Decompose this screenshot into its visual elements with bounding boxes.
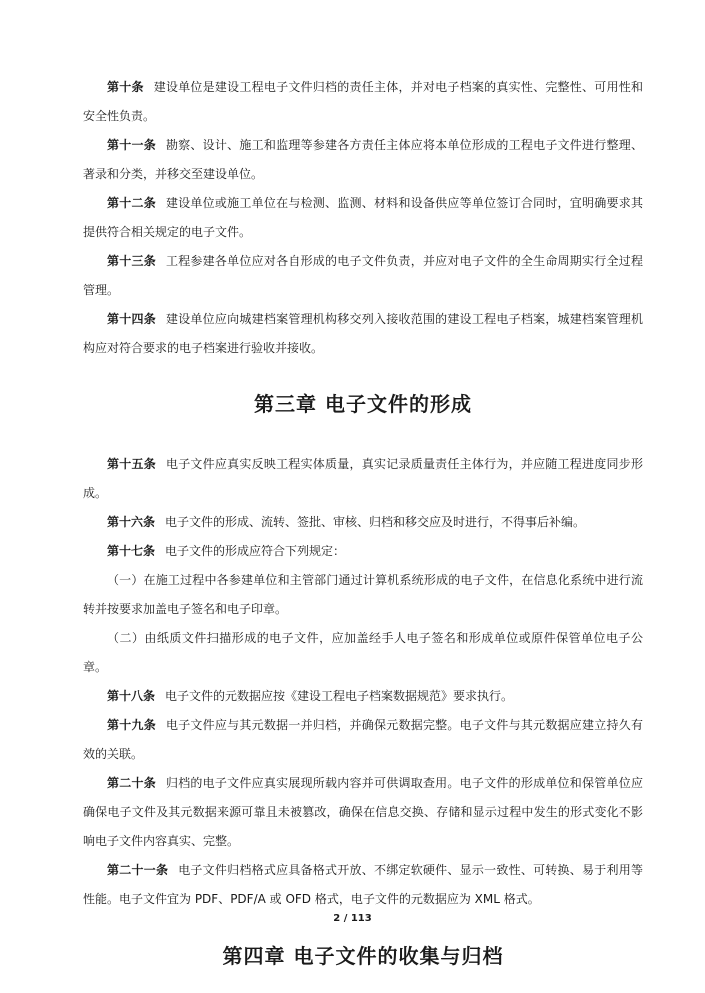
page-number: 2 / 113 [333,913,372,924]
article-group-formation [83,450,643,914]
article-text: 电子文件归档格式应具备格式开放、不绑定软硬件、显示一致性、可转换、易于利用等性能。电子文件宜为 PDF、PDF/A 或 OFD 格式，电子文件的元数据应为 XML 格式。 [83,863,643,906]
article-paragraph [83,508,643,537]
article-label: 第十六条 [107,515,156,529]
article-label: 第十一条 [107,138,156,152]
article-text: 勘察、设计、施工和监理等参建各方责任主体应将本单位形成的工程电子文件进行整理、著录和分类，并移交至建设单位。 [83,138,643,181]
article-text: 工程参建各单位应对各自形成的电子文件负责，并应对电子文件的全生命周期实行全过程管理。 [83,254,643,297]
chapter-4-title: 第四章 电子文件的收集与归档 [222,944,504,968]
article-label: 第十八条 [107,689,156,703]
article-label: 第十五条 [107,457,156,471]
article-paragraph [83,682,643,711]
article-text: 归档的电子文件应真实展现所载内容并可供调取查用。电子文件的形成单位和保管单位应确保电子文件及其元数据来源可靠且未被篡改，确保在信息交换、存储和显示过程中发生的形式变化不影响电子文件内容真实、完整。 [83,776,643,848]
article-text: 建设单位或施工单位在与检测、监测、材料和设备供应等单位签订合同时，宜明确要求其提供符合相关规定的电子文件。 [83,196,643,239]
article-text: 电子文件应与其元数据一并归档，并确保元数据完整。电子文件与其元数据应建立持久有效的关联。 [83,718,643,761]
article-paragraph [83,450,643,508]
page-content [83,73,643,976]
article-paragraph [83,769,643,856]
article-label: 第十二条 [107,196,156,210]
article-text: 电子文件的形成应符合下列规定： [165,544,346,558]
article-text: （二）由纸质文件扫描形成的电子文件，应加盖经手人电子签名和形成单位或原件保管单位电子公章。 [83,631,643,674]
article-paragraph [83,131,643,189]
chapter-3-title: 第三章 电子文件的形成 [254,392,472,416]
article-label: 第十三条 [107,254,156,268]
article-label: 第二十条 [107,776,156,790]
article-text: 电子文件的形成、流转、签批、审核、归档和移交应及时进行，不得事后补编。 [165,515,586,529]
article-text: （一）在施工过程中各参建单位和主管部门通过计算机系统形成的电子文件，在信息化系统中进行流转并按要求加盖电子签名和电子印章。 [83,573,643,616]
article-paragraph [83,537,643,566]
clause-paragraph [83,566,643,624]
article-paragraph [83,247,643,305]
article-paragraph [83,856,643,914]
article-paragraph [83,305,643,363]
article-label: 第十九条 [107,718,156,732]
article-paragraph [83,711,643,769]
article-text: 电子文件应真实反映工程实体质量，真实记录质量责任主体行为，并应随工程进度同步形成。 [83,457,643,500]
article-group-responsibility [83,73,643,363]
article-label: 第十四条 [107,312,156,326]
article-paragraph [83,189,643,247]
article-label: 第十条 [107,80,144,94]
article-label: 第二十一条 [107,863,169,877]
article-text: 电子文件的元数据应按《建设工程电子档案数据规范》要求执行。 [165,689,514,703]
article-text: 建设单位应向城建档案管理机构移交列入接收范围的建设工程电子档案，城建档案管理机构应对符合要求的电子档案进行验收并接收。 [83,312,643,355]
article-label: 第十七条 [107,544,156,558]
article-text: 建设单位是建设工程电子文件归档的责任主体，并对电子档案的真实性、完整性、可用性和安全性负责。 [83,80,643,123]
article-paragraph [83,73,643,131]
clause-paragraph [83,624,643,682]
